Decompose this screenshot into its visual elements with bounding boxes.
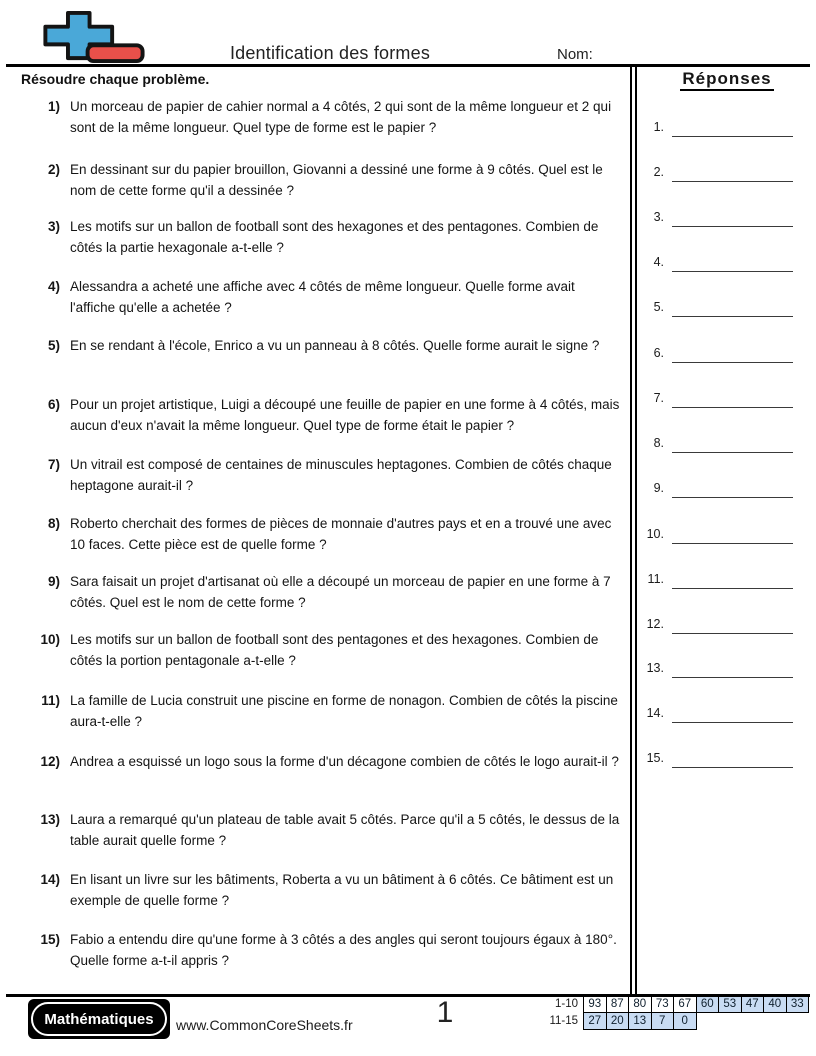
score-cell: 20 bbox=[606, 1012, 630, 1030]
answer-row bbox=[638, 390, 793, 408]
score-cell: 40 bbox=[763, 996, 787, 1013]
answer-blank[interactable] bbox=[672, 163, 793, 182]
answer-number: 4. bbox=[653, 255, 664, 269]
brand-pill bbox=[31, 1002, 167, 1036]
problem-number: 15) bbox=[40, 932, 60, 947]
instruction-text: Résoudre chaque problème. bbox=[21, 71, 210, 87]
score-cell: 73 bbox=[651, 996, 675, 1013]
problem-number: 5) bbox=[47, 338, 60, 353]
problem-item bbox=[28, 513, 622, 555]
problem-text: En dessinant sur du papier brouillon, Giovanni a dessiné une forme à 9 côtés. Quel est le nom de cette forme qu'il a dessinée ? bbox=[70, 162, 603, 198]
answer-row bbox=[638, 571, 793, 589]
answer-number: 1. bbox=[653, 120, 664, 134]
answer-blank[interactable] bbox=[672, 344, 793, 363]
answer-number: 3. bbox=[653, 210, 664, 224]
problem-item bbox=[28, 690, 622, 732]
brand-badge bbox=[28, 999, 170, 1039]
problem-text: Les motifs sur un ballon de football sont des pentagones et des hexagones. Combien de côtés la portion pentagonale a-t-elle ? bbox=[70, 632, 599, 668]
problem-number: 13) bbox=[40, 812, 60, 827]
problem-item bbox=[28, 454, 622, 496]
answer-blank[interactable] bbox=[672, 208, 793, 227]
problem-item bbox=[28, 751, 622, 772]
problem-text: Fabio a entendu dire qu'une forme à 3 côtés a des angles qui seront toujours égaux à 180°. Quelle forme a-t-il appris ? bbox=[70, 932, 617, 968]
score-table bbox=[518, 996, 809, 1030]
answer-row bbox=[638, 750, 793, 768]
problem-number: 9) bbox=[47, 574, 60, 589]
answer-blank[interactable] bbox=[672, 749, 793, 768]
name-label: Nom: bbox=[557, 46, 593, 63]
score-cell: 53 bbox=[718, 996, 742, 1013]
problem-item bbox=[28, 571, 622, 613]
answer-number: 2. bbox=[653, 165, 664, 179]
answer-blank[interactable] bbox=[672, 479, 793, 498]
score-cell: 67 bbox=[673, 996, 697, 1013]
problem-number: 11) bbox=[41, 693, 60, 708]
problem-number: 1) bbox=[47, 99, 60, 114]
answer-row bbox=[638, 164, 793, 182]
answer-row bbox=[638, 705, 793, 723]
problem-text: Les motifs sur un ballon de football sont des hexagones et des pentagones. Combien de côtés la partie hexagonale a-t-elle ? bbox=[70, 219, 599, 255]
score-cell: 60 bbox=[696, 996, 720, 1013]
problem-text: Sara faisait un projet d'artisanat où elle a découpé un morceau de papier en une forme à 7 côtés. Quel est le nom de cette forme ? bbox=[70, 574, 611, 610]
score-cell: 13 bbox=[628, 1012, 652, 1030]
problem-text: Andrea a esquissé un logo sous la forme d'un décagone combien de côtés le logo aurait-il ? bbox=[70, 754, 619, 769]
answer-blank[interactable] bbox=[672, 434, 793, 453]
answer-row bbox=[638, 345, 793, 363]
problem-text: Un vitrail est composé de centaines de minuscules heptagones. Combien de côtés chaque heptagone aurait-il ? bbox=[70, 457, 612, 493]
answer-blank[interactable] bbox=[672, 704, 793, 723]
score-row-label: 1-10 bbox=[554, 998, 578, 1010]
answer-blank[interactable] bbox=[672, 570, 793, 589]
problem-number: 4) bbox=[47, 279, 60, 294]
problem-item bbox=[28, 335, 622, 356]
website-link[interactable]: www.CommonCoreSheets.fr bbox=[176, 1017, 353, 1033]
answer-number: 5. bbox=[653, 300, 664, 314]
answer-number: 10. bbox=[646, 527, 664, 541]
problem-number: 2) bbox=[47, 162, 60, 177]
answer-blank[interactable] bbox=[672, 253, 793, 272]
answer-blank[interactable] bbox=[672, 118, 793, 137]
answer-row bbox=[638, 435, 793, 453]
problem-text: En se rendant à l'école, Enrico a vu un panneau à 8 côtés. Quelle forme aurait le signe ? bbox=[70, 338, 600, 353]
score-row-label: 11-15 bbox=[549, 1015, 578, 1027]
answer-number: 8. bbox=[653, 436, 664, 450]
answer-row bbox=[638, 616, 793, 634]
score-row bbox=[518, 1013, 809, 1030]
problem-item bbox=[28, 929, 622, 971]
problem-text: Alessandra a acheté une affiche avec 4 côtés de même longueur. Quelle forme avait l'affiche qu'elle a achetée ? bbox=[70, 279, 575, 315]
answer-number: 6. bbox=[653, 346, 664, 360]
problem-text: Un morceau de papier de cahier normal a 4 côtés, 2 qui sont de la même longueur et 2 qui sont de la même longueur. Quel type de forme est le papier ? bbox=[70, 99, 612, 135]
problem-number: 7) bbox=[47, 457, 60, 472]
problem-number: 3) bbox=[47, 219, 60, 234]
page-title: Identification des formes bbox=[229, 43, 431, 63]
problem-text: Laura a remarqué qu'un plateau de table avait 5 côtés. Parce qu'il a 5 côtés, le dessus de la table aurait quelle forme ? bbox=[70, 812, 620, 848]
answer-row bbox=[638, 526, 793, 544]
answer-row bbox=[638, 660, 793, 678]
answer-number: 13. bbox=[646, 661, 664, 675]
score-cell: 80 bbox=[628, 996, 652, 1013]
problem-item bbox=[28, 276, 622, 318]
score-cell: 93 bbox=[583, 996, 607, 1013]
answer-number: 12. bbox=[646, 617, 664, 631]
answer-row bbox=[638, 119, 793, 137]
answer-number: 9. bbox=[653, 481, 664, 495]
problem-item bbox=[28, 394, 622, 436]
answers-heading: Réponses bbox=[638, 69, 816, 89]
answer-number: 11. bbox=[647, 572, 664, 586]
answer-blank[interactable] bbox=[672, 659, 793, 678]
answer-row bbox=[638, 254, 793, 272]
answer-number: 15. bbox=[646, 751, 664, 765]
problem-number: 8) bbox=[47, 516, 60, 531]
answer-row bbox=[638, 299, 793, 317]
answer-blank[interactable] bbox=[672, 615, 793, 634]
problem-item bbox=[28, 96, 622, 138]
problem-number: 10) bbox=[40, 632, 60, 647]
brand-label: Mathématiques bbox=[44, 1010, 154, 1028]
answer-blank[interactable] bbox=[672, 298, 793, 317]
answer-number: 14. bbox=[646, 706, 664, 720]
problem-text: Roberto cherchait des formes de pièces de monnaie d'autres pays et en a trouvé une avec 10 faces. Cette pièce est de quelle forme ? bbox=[70, 516, 612, 552]
problem-item bbox=[28, 809, 622, 851]
problem-number: 12) bbox=[40, 754, 60, 769]
score-cell: 47 bbox=[741, 996, 765, 1013]
score-cell: 33 bbox=[786, 996, 810, 1013]
problem-item bbox=[28, 869, 622, 911]
answer-row bbox=[638, 209, 793, 227]
score-cell: 27 bbox=[583, 1012, 607, 1030]
score-cell: 0 bbox=[673, 1012, 697, 1030]
header-divider bbox=[6, 64, 810, 67]
problem-item bbox=[28, 216, 622, 258]
problem-item bbox=[28, 629, 622, 671]
answer-row bbox=[638, 480, 793, 498]
problem-item bbox=[28, 159, 622, 201]
problem-text: Pour un projet artistique, Luigi a découpé une feuille de papier en une forme à 4 côtés, mais aucun d'eux n'avait la même longueur. Quel type de forme était le papier ? bbox=[70, 397, 620, 433]
score-row bbox=[518, 996, 809, 1013]
problem-text: La famille de Lucia construit une piscine en forme de nonagon. Combien de côtés la piscine aura-t-elle ? bbox=[70, 693, 618, 729]
column-separator bbox=[630, 64, 637, 994]
problem-number: 14) bbox=[40, 872, 60, 887]
problem-text: En lisant un livre sur les bâtiments, Roberta a vu un bâtiment à 6 côtés. Ce bâtiment est un exemple de quelle forme ? bbox=[70, 872, 614, 908]
answer-number: 7. bbox=[653, 391, 664, 405]
answer-blank[interactable] bbox=[672, 389, 793, 408]
score-cell: 87 bbox=[606, 996, 630, 1013]
answer-blank[interactable] bbox=[672, 525, 793, 544]
score-cell: 7 bbox=[651, 1012, 675, 1030]
problem-number: 6) bbox=[47, 397, 60, 412]
page-number: 1 bbox=[436, 996, 454, 1029]
